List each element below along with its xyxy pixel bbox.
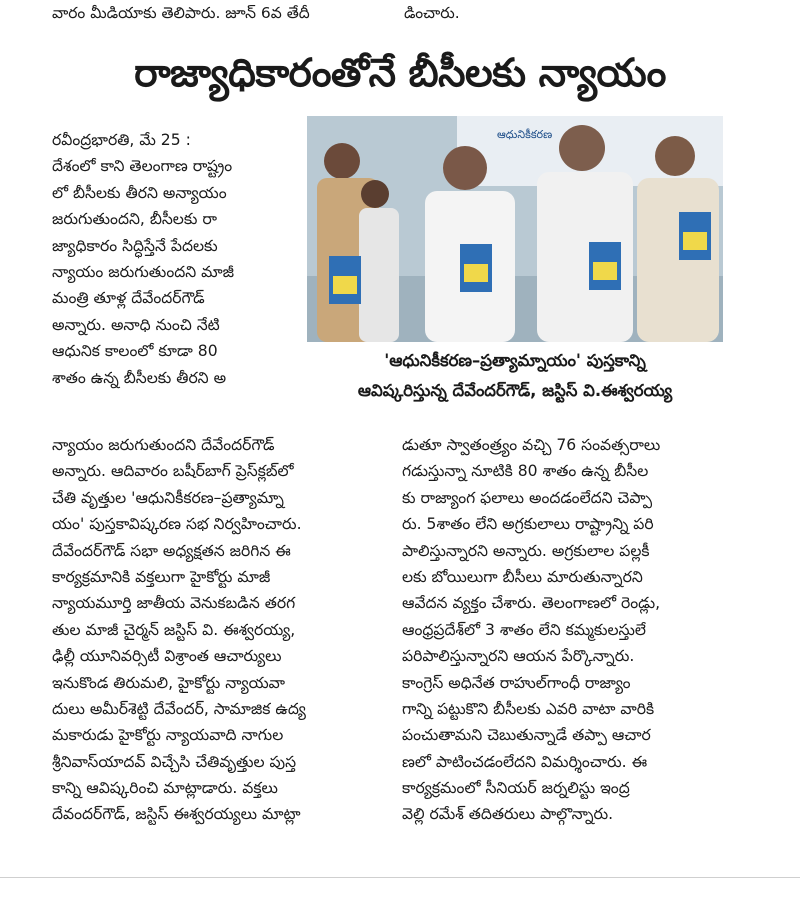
text-line: న్యాయం జరుగుతుందని దేవేందర్‌గౌడ్	[52, 436, 275, 454]
text-line: న్యాయమూర్తి జాతీయ వెనుకబడిన తరగ	[52, 594, 296, 613]
previous-article-left-line: వారం మీడియాకు తెలిపారు. జూన్ 6వ తేదీ	[52, 4, 310, 22]
text-line: న్యాయం జరుగుతుందని మాజీ	[52, 262, 235, 281]
text-line: దేవేందర్‌గౌడ్ సభా అధ్యక్షతన జరిగిన ఈ	[52, 541, 291, 560]
text-line: శ్రీనివాస్‌యాదవ్ విచ్చేసి చేతివృత్తుల పుస్త	[52, 752, 297, 771]
photo-illustration	[307, 116, 723, 342]
text-line: దేవందర్‌గౌడ్, జస్టిస్ ఈశ్వరయ్యలు మాట్లా	[52, 805, 301, 824]
book-icon	[589, 242, 621, 290]
text-line: వెల్లి రమేశ్ తదితరులు పాల్గొన్నారు.	[402, 805, 614, 824]
text-line: ఆవేదన వ్యక్తం చేశారు. తెలంగాణలో రెండ్లు,	[402, 594, 661, 613]
text-line: లకు బోయిలుగా బీసీలు మారుతున్నారని	[402, 567, 643, 586]
text-line: పంచుతామని చెబుతున్నాడే తప్పా ఆచార	[402, 726, 651, 745]
text-line: జ్యాధికారం సిద్ధిస్తేనే పేదలకు	[52, 236, 218, 255]
text-line: కార్యక్రమానికి వక్తలుగా హైకోర్టు మాజీ	[52, 567, 271, 586]
text-line: దులు అమీర్‌శెట్టి దేవేందర్, సామాజిక ఉద్య	[52, 699, 306, 718]
text-line: చేతి వృత్తుల 'ఆధునికీకరణ–ప్రత్యామ్నా	[52, 488, 284, 507]
text-line: పరిపాలిస్తున్నారని ఆయన పేర్కొన్నారు.	[402, 647, 635, 666]
left-column-top	[52, 127, 285, 391]
text-line: గాన్ని పట్టుకొని బీసీలకు ఎవరి వాటా వారికి	[402, 699, 655, 718]
book-icon	[329, 256, 361, 304]
caption-line-2: ఆవిష్కరిస్తున్న దేవేందర్‌గౌడ్, జస్టిస్ వి.ఈశ్వరయ్య	[357, 381, 673, 400]
text-line: తుల మాజీ చైర్మన్ జస్టిస్ వి. ఈశ్వరయ్య,	[52, 620, 296, 639]
text-line: లో బీసీలకు తీరని అన్యాయం	[52, 183, 227, 202]
text-line: ణలో పాటించడంలేదని విమర్శించారు. ఈ	[402, 752, 648, 771]
text-line: జరుగుతుందని, బీసీలకు రా	[52, 210, 217, 229]
photo-caption	[305, 346, 725, 406]
caption-line-1: 'ఆధునికీకరణ–ప్రత్యామ్నాయం' పుస్తకాన్ని	[384, 351, 646, 370]
text-line: కాన్ని ఆవిష్కరించి మాట్లాడారు. వక్తలు	[52, 779, 278, 798]
text-line: అన్నారు. అనాధి నుంచి నేటి	[52, 315, 220, 334]
text-line: యం' పుస్తకావిష్కరణ సభ నిర్వహించారు.	[52, 515, 302, 534]
book-icon	[460, 244, 492, 292]
text-line: ఇనుకొండ తిరుమలి, హైకోర్టు న్యాయవా	[52, 673, 285, 692]
text-line: డుతూ స్వాతంత్ర్యం వచ్చి 76 సంవత్సరాలు	[402, 436, 661, 454]
text-line: కాంగ్రెస్ అధినేత రాహుల్‌గాంధీ రాజ్యాం	[402, 673, 631, 692]
text-line: ఢిల్లీ యూనివర్సిటీ విశ్రాంత ఆచార్యులు	[52, 647, 282, 666]
page-bottom-rule	[0, 877, 800, 878]
left-column-bottom	[52, 432, 382, 828]
text-line: రు. 5శాతం లేని అగ్రకులాలు రాష్ట్రాన్ని పరి	[402, 515, 654, 534]
text-line: అన్నారు. ఆదివారం బషీర్‌బాగ్ ప్రెస్‌క్లబ్‌లో	[52, 462, 294, 481]
news-photo	[307, 116, 723, 342]
text-line: ఆంధ్రప్రదేశ్‌లో 3 శాతం లేని కమ్మకులస్తులే	[402, 620, 646, 639]
text-line: మంత్రి తూళ్ల దేవేందర్‌గౌడ్	[52, 289, 205, 308]
text-line: ఆధునిక కాలంలో కూడా 80	[52, 342, 218, 361]
text-line: శాతం ఉన్న బీసీలకు తీరని అ	[52, 368, 227, 387]
book-icon	[679, 212, 711, 260]
photo-banner-text: ఆధునికీకరణ	[497, 128, 553, 141]
previous-article-right-line: డించారు.	[404, 4, 460, 22]
text-line: పాలిస్తున్నారని అన్నారు. అగ్రకులాల పల్లకీ	[402, 541, 650, 560]
text-line: కు రాజ్యాంగ ఫలాలు అందడంలేదని చెప్పా	[402, 488, 653, 507]
text-line: గడుస్తున్నా నూటికి 80 శాతం ఉన్న బీసీల	[402, 462, 649, 481]
text-line: మకారుడు హైకోర్టు న్యాయవాది నాగుల	[52, 726, 284, 745]
headline: రాజ్యాధికారంతోనే బీసీలకు న్యాయం	[134, 51, 666, 96]
right-column	[402, 432, 728, 828]
text-line: దేశంలో కాని తెలంగాణ రాష్ట్రం	[52, 157, 233, 176]
text-line: కార్యక్రమంలో సీనియర్ జర్నలిస్టు ఇంద్ర	[402, 779, 630, 798]
text-line: రవీంద్రభారతి, మే 25 :	[52, 131, 191, 149]
